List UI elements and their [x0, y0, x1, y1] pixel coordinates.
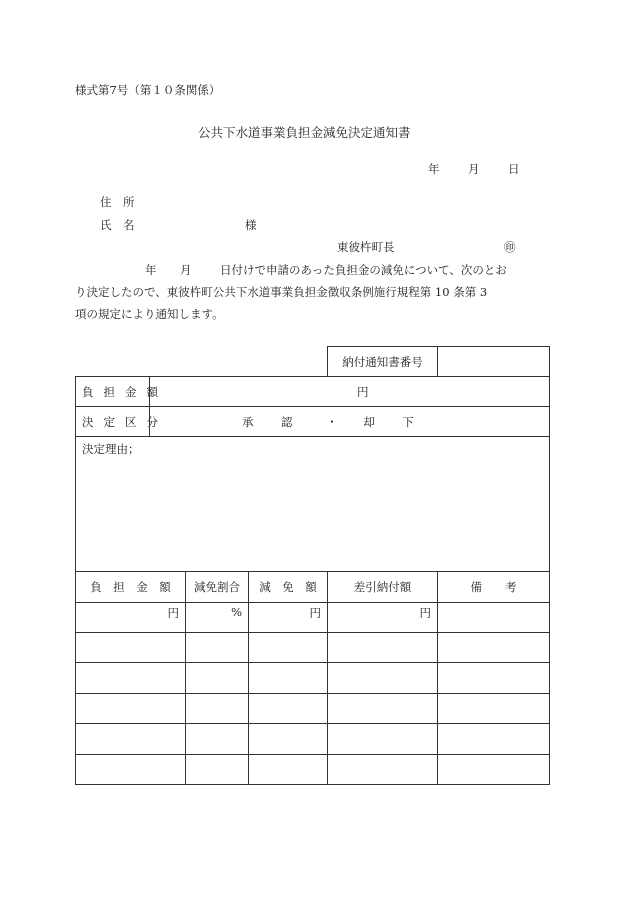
date-year: 年	[428, 162, 440, 176]
amount-unit: 円	[357, 384, 369, 399]
table-cell[interactable]	[249, 755, 328, 785]
decision-reject[interactable]: 却 下	[363, 414, 422, 429]
table-cell[interactable]	[438, 663, 550, 694]
table-cell[interactable]	[328, 755, 438, 785]
table-cell[interactable]	[249, 694, 328, 724]
body-line-2: り決定したので、東彼杵町公共下水道事業負担金徴収条例施行規程第 10 条第 3	[75, 285, 488, 299]
body-date-month: 月	[180, 263, 192, 277]
issuer-name: 東彼杵町長	[337, 240, 395, 254]
amount-value-cell[interactable]	[150, 377, 550, 407]
table-cell[interactable]	[76, 694, 186, 724]
table-cell[interactable]	[76, 755, 186, 785]
address-label: 住 所	[100, 195, 135, 209]
decision-options	[150, 407, 550, 437]
date-day: 日	[508, 162, 520, 176]
table-row	[76, 724, 550, 755]
reason-label: 決定理由；	[82, 442, 140, 456]
table-cell[interactable]	[328, 663, 438, 694]
table-cell[interactable]	[186, 663, 249, 694]
form-number: 様式第7号（第１０条関係）	[75, 83, 221, 97]
header-net-payment: 差引納付額	[328, 572, 438, 603]
header-burden-amount: 負 担 金 額	[76, 572, 186, 603]
header-reduction-rate: 減免割合	[186, 572, 249, 603]
decision-approve[interactable]: 承 認	[242, 414, 301, 429]
body-line-1: 日付けで申請のあった負担金の減免について、次のとお	[220, 263, 507, 277]
table-cell[interactable]	[328, 724, 438, 755]
table-row	[76, 663, 550, 694]
remarks-cell[interactable]	[438, 603, 550, 633]
body-date-year: 年	[145, 263, 157, 277]
blank-cell	[76, 347, 328, 377]
document-title: 公共下水道事業負担金減免決定通知書	[198, 125, 411, 140]
table-cell[interactable]	[186, 694, 249, 724]
table-cell[interactable]	[76, 724, 186, 755]
reason-cell[interactable]	[76, 437, 550, 572]
table-cell[interactable]	[249, 633, 328, 663]
unit-yen[interactable]: 円	[328, 603, 438, 633]
table-row	[76, 603, 550, 633]
notice-number-value[interactable]	[438, 347, 550, 377]
table-cell[interactable]	[76, 663, 186, 694]
table-cell[interactable]	[249, 724, 328, 755]
table-cell[interactable]	[186, 755, 249, 785]
notice-number-label: 納付通知書番号	[328, 347, 438, 377]
decision-separator: ・	[326, 414, 338, 429]
unit-yen[interactable]: 円	[249, 603, 328, 633]
table-cell[interactable]	[328, 694, 438, 724]
name-label: 氏 名	[100, 218, 135, 232]
table-cell[interactable]	[186, 724, 249, 755]
decision-table	[75, 346, 550, 572]
table-cell[interactable]	[438, 633, 550, 663]
date-month: 月	[468, 162, 480, 176]
table-cell[interactable]	[328, 633, 438, 663]
table-cell[interactable]	[438, 724, 550, 755]
header-reduction-amount: 減 免 額	[249, 572, 328, 603]
unit-percent[interactable]: %	[186, 603, 249, 633]
table-row	[76, 633, 550, 663]
table-cell[interactable]	[249, 663, 328, 694]
table-cell[interactable]	[438, 755, 550, 785]
table-row	[76, 755, 550, 785]
reduction-table	[75, 571, 550, 785]
table-cell[interactable]	[438, 694, 550, 724]
table-cell[interactable]	[76, 633, 186, 663]
seal-mark: ㊞	[504, 240, 516, 254]
unit-yen[interactable]: 円	[76, 603, 186, 633]
honorific: 様	[245, 218, 257, 232]
amount-label: 負担金額	[76, 377, 150, 407]
header-remarks: 備 考	[438, 572, 550, 603]
body-line-3: 項の規定により通知します。	[75, 307, 224, 321]
table-cell[interactable]	[186, 633, 249, 663]
decision-label: 決定区分	[76, 407, 150, 437]
table-row	[76, 694, 550, 724]
